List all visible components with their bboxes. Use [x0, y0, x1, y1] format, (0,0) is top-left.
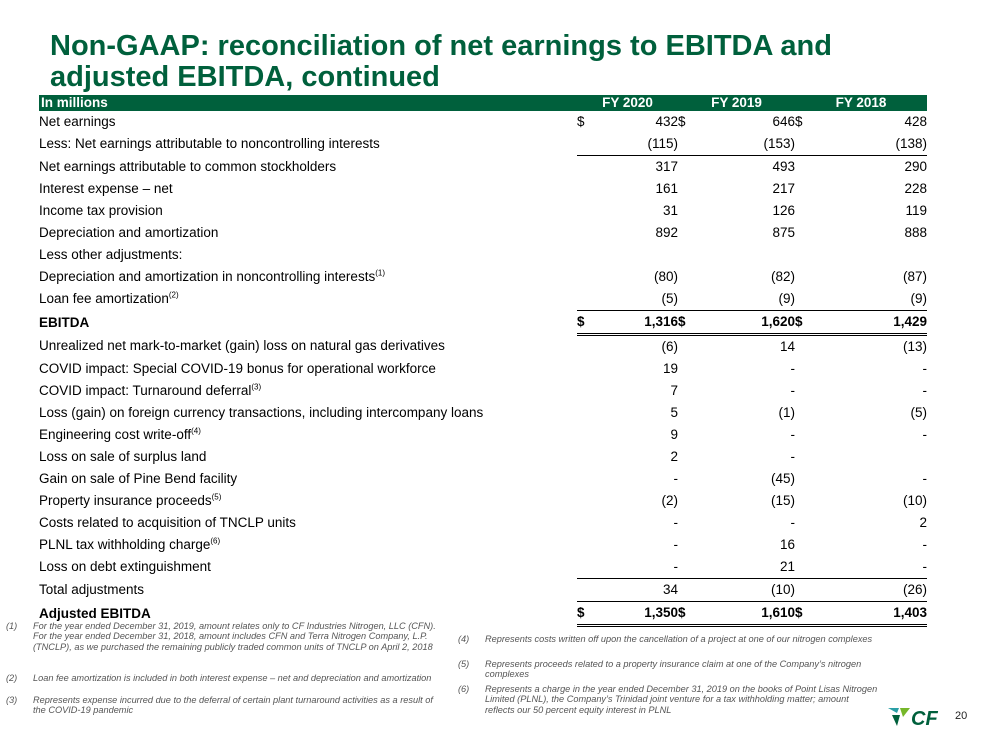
value-fy2019: 16: [780, 537, 796, 552]
row-label: Property insurance proceeds$^{(5)}$: [39, 492, 222, 508]
footnote-ref: (5): [211, 492, 222, 502]
currency-symbol: $: [678, 311, 695, 335]
value-fy2020: 1,316: [594, 311, 678, 335]
table-header-row: [39, 95, 941, 111]
value-fy2020: 432: [655, 114, 679, 129]
cf-logo: [886, 704, 948, 730]
row-label: EBITDA: [39, 314, 90, 330]
footnote-ref: (3): [251, 382, 262, 392]
footnote-ref: (4): [191, 426, 201, 436]
footnote-ref: (2): [168, 290, 179, 300]
row-label: Less other adjustments:: [39, 247, 183, 262]
value-fy2019: 1,620: [695, 311, 795, 335]
value-fy2019: -: [790, 515, 796, 530]
value-fy2018: 428: [904, 114, 928, 129]
table-row: [39, 133, 941, 156]
currency-symbol: $: [795, 311, 812, 335]
value-fy2019: 14: [780, 339, 796, 354]
value-fy2018: (26): [812, 579, 927, 602]
value-fy2019: (45): [771, 471, 796, 486]
table-row-ebitda: [39, 311, 941, 335]
value-fy2019: 1,610: [695, 602, 795, 626]
value-fy2018: -: [922, 471, 928, 486]
table-row: [39, 579, 941, 602]
value-fy2018: 228: [904, 181, 928, 196]
footnote-5: (5) Represents proceeds related to a property insurance claim at one of the Company’s nitrogen complexes: [458, 659, 862, 680]
value-fy2018: 290: [904, 159, 928, 174]
table-row: [39, 266, 941, 288]
footnote-1: (1) For the year ended December 31, 2019, amount relates only to CF Industries Nitrogen, LLC (CFN). For the year ended December 31, 2018, amount includes CFN and Terra Nitrogen Company, L.P. (TNCLP), as we purchased the remaining publicly traded common units of TNCLP on April 2, 2018: [6, 621, 436, 652]
value-fy2018: 2: [919, 515, 928, 530]
table-row: [39, 358, 941, 380]
row-label: COVID impact: Turnaround deferral$^{(3)}$: [39, 382, 262, 398]
value-fy2020: (5): [594, 288, 678, 311]
value-fy2018: (9): [812, 288, 927, 311]
value-fy2019: (82): [771, 269, 796, 284]
header-fy2018: FY 2018: [795, 95, 927, 111]
table-row: [39, 446, 941, 468]
row-label: Costs related to acquisition of TNCLP units: [39, 515, 296, 530]
value-fy2019: 21: [695, 556, 795, 579]
table-row: [39, 556, 941, 579]
value-fy2020: 2: [670, 449, 679, 464]
footnote-ref: (6): [210, 536, 221, 546]
value-fy2018: -: [922, 427, 928, 442]
table-row: [39, 178, 941, 200]
value-fy2018: -: [922, 537, 928, 552]
currency-symbol: $: [678, 114, 686, 129]
currency-symbol: $: [678, 602, 695, 626]
row-label: Loss (gain) on foreign currency transactions, including intercompany loans: [39, 405, 484, 420]
value-fy2020: 317: [655, 159, 679, 174]
header-fy2020: FY 2020: [577, 95, 678, 111]
value-fy2018: (13): [903, 339, 928, 354]
currency-symbol: $: [795, 114, 803, 129]
value-fy2020: 1,350: [594, 602, 678, 626]
value-fy2020: (6): [661, 339, 679, 354]
table-row: [39, 200, 941, 222]
row-label: COVID impact: Special COVID-19 bonus for operational workforce: [39, 361, 436, 376]
value-fy2020: 19: [662, 361, 679, 376]
value-fy2018: (138): [812, 133, 927, 156]
row-label: Less: Net earnings attributable to noncontrolling interests: [39, 136, 380, 152]
currency-symbol: $: [795, 602, 812, 626]
value-fy2019: (15): [771, 493, 796, 508]
value-fy2020: -: [673, 537, 679, 552]
table-row: [39, 468, 941, 490]
value-fy2020: (115): [594, 133, 678, 156]
footnote-2: (2) Loan fee amortization is included in both interest expense – net and depreciation and amortization: [6, 673, 432, 683]
row-label: Loss on debt extinguishment: [39, 559, 211, 575]
row-label: Unrealized net mark-to-market (gain) loss on natural gas derivatives: [39, 338, 445, 354]
logo-mark-icon: [888, 708, 910, 726]
value-fy2019: (1): [778, 405, 796, 420]
table-row: [39, 534, 941, 556]
value-fy2018: -: [812, 556, 927, 579]
table-row: [39, 288, 941, 311]
table-row: [39, 335, 941, 359]
value-fy2020: -: [594, 556, 678, 579]
value-fy2020: 7: [670, 383, 679, 398]
value-fy2020: 9: [670, 427, 679, 442]
value-fy2019: 493: [772, 159, 796, 174]
value-fy2018: [812, 446, 927, 468]
value-fy2020: 892: [655, 225, 679, 240]
value-fy2020: -: [673, 515, 679, 530]
table-row: [39, 490, 941, 512]
value-fy2018: 1,403: [812, 602, 927, 626]
value-fy2020: -: [673, 471, 679, 486]
value-fy2019: (153): [695, 133, 795, 156]
value-fy2020: (2): [661, 493, 679, 508]
row-label: Total adjustments: [39, 582, 145, 597]
row-label: Loan fee amortization$^{(2)}$: [39, 290, 179, 307]
footnote-4: (4) Represents costs written off upon the cancellation of a project at one of our nitrogen complexes: [458, 634, 873, 644]
logo-text: CF: [911, 708, 938, 730]
row-label: Net earnings: [39, 114, 116, 129]
value-fy2019: 126: [772, 203, 796, 218]
value-fy2019: 217: [772, 181, 796, 196]
value-fy2020: 5: [670, 405, 679, 420]
row-label: Interest expense – net: [39, 181, 173, 196]
page-title: Non-GAAP: reconciliation of net earnings to EBITDA and adjusted EBITDA, continued: [50, 30, 832, 93]
row-label: Engineering cost write-off$^{(4)}$: [39, 426, 201, 442]
currency-symbol: $: [577, 602, 594, 626]
value-fy2019: (10): [695, 579, 795, 602]
value-fy2019: 875: [772, 225, 796, 240]
value-fy2020: (80): [654, 269, 679, 284]
value-fy2020: 31: [662, 203, 679, 218]
row-label: PLNL tax withholding charge$^{(6)}$: [39, 536, 221, 552]
row-label: Loss on sale of surplus land: [39, 449, 207, 464]
table-row: [39, 244, 941, 266]
table-row: [39, 402, 941, 424]
value-fy2019: -: [790, 361, 796, 376]
value-fy2018: 1,429: [812, 311, 927, 335]
row-label: Net earnings attributable to common stockholders: [39, 158, 337, 174]
value-fy2020: 161: [655, 181, 679, 196]
value-fy2018: 119: [905, 203, 928, 218]
currency-symbol: $: [577, 311, 594, 335]
table-row: [39, 380, 941, 402]
value-fy2020: 34: [594, 579, 678, 602]
value-fy2019: -: [790, 449, 796, 464]
value-fy2018: -: [922, 361, 928, 376]
value-fy2019: -: [790, 427, 796, 442]
table-row: [39, 222, 941, 244]
value-fy2019: 646: [772, 114, 796, 129]
footnote-6: (6) Represents a charge in the year ended December 31, 2019 on the books of Point Lisas Nitrogen Limited (PLNL), the Company’s Trinidad joint venture for a tax withholding matter; amount reflects our 50 percent equity interest in PLNL: [458, 684, 878, 715]
value-fy2019: (9): [695, 288, 795, 311]
row-label: Depreciation and amortization: [39, 225, 219, 240]
header-fy2019: FY 2019: [678, 95, 795, 111]
table-row: [39, 512, 941, 534]
value-fy2018: 888: [904, 225, 928, 240]
value-fy2019: -: [790, 383, 796, 398]
table-row: [39, 111, 941, 133]
value-fy2018: (5): [910, 405, 928, 420]
value-fy2018: (10): [903, 493, 928, 508]
footnote-3: (3) Represents expense incurred due to the deferral of certain plant turnaround activities as a result of the COVID-19 pandemic: [6, 695, 433, 716]
footnote-ref: (1): [375, 268, 385, 278]
table-row: [39, 156, 941, 179]
header-units-label: In millions: [39, 95, 577, 111]
table-row: [39, 424, 941, 446]
row-label: Adjusted EBITDA: [39, 605, 151, 621]
page-number: 20: [955, 710, 968, 722]
currency-symbol: $: [577, 114, 585, 129]
value-fy2018: (87): [903, 269, 928, 284]
row-label: Income tax provision: [39, 203, 163, 218]
value-fy2018: -: [922, 383, 928, 398]
row-label: Gain on sale of Pine Bend facility: [39, 471, 238, 486]
reconciliation-table: [39, 95, 941, 627]
row-label: Depreciation and amortization in noncontrolling interests$^{(1)}$: [39, 268, 385, 284]
